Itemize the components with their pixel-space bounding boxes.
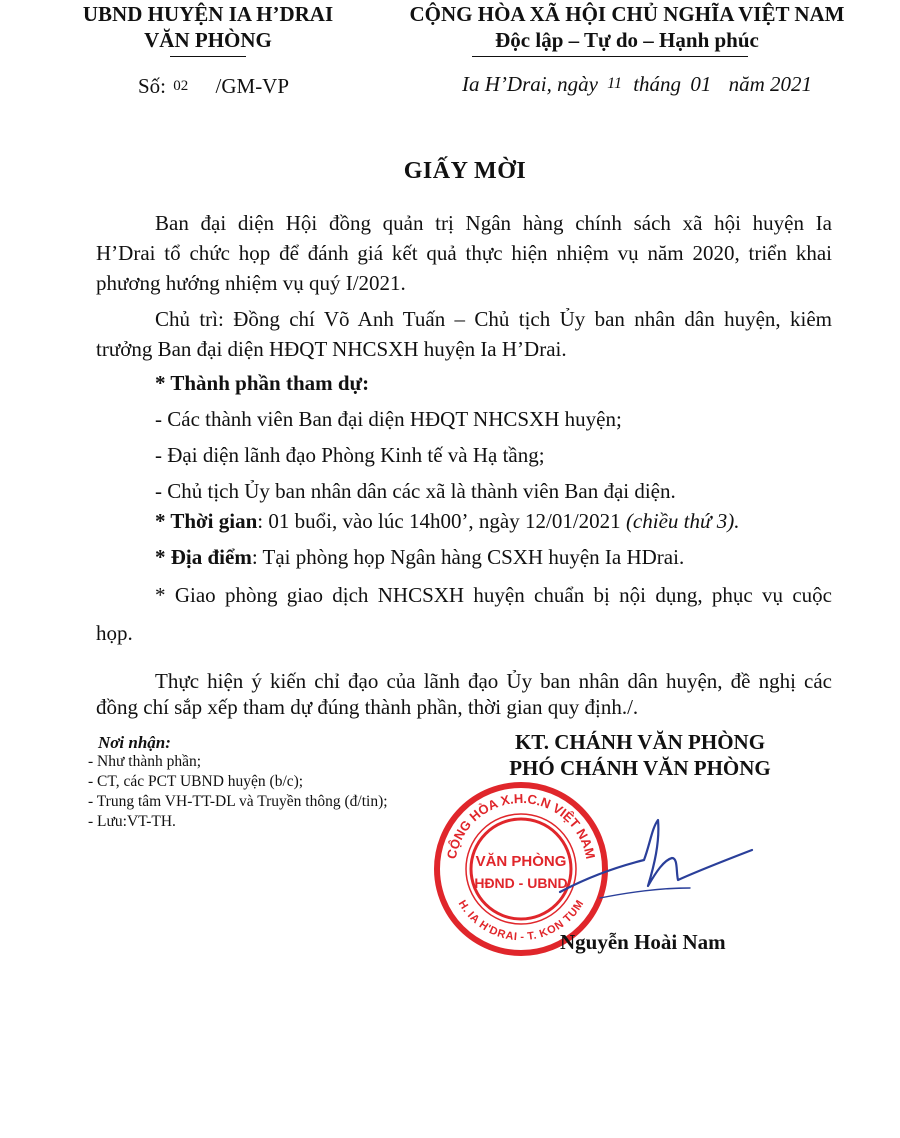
document-number <box>138 74 289 99</box>
para2-line1: Chủ trì: Đồng chí Võ Anh Tuấn – Chủ tịch Ủy ban nhân dân huyện, kiêm <box>155 307 832 331</box>
time-note: (chiều thứ 3). <box>625 509 740 533</box>
participants-heading: * Thành phần tham dự: <box>155 371 370 395</box>
seal-center-line2: HĐND - UBND <box>474 875 568 891</box>
seal-ring-text-bottom: H. IA H'DRAI - T. KON TUM <box>455 898 587 944</box>
signer-title-line2: PHÓ CHÁNH VĂN PHÒNG <box>509 756 771 780</box>
date-year: năm 2021 <box>728 72 812 96</box>
seal-center-line1: VĂN PHÒNG <box>475 853 567 870</box>
nation-motto: Độc lập – Tự do – Hạnh phúc <box>495 28 759 52</box>
document-title: GIẤY MỜI <box>403 158 527 184</box>
doc-no-prefix: Số: <box>138 74 167 98</box>
nation-title: CỘNG HÒA XÃ HỘI CHỦ NGHĨA VIỆT NAM <box>409 2 845 26</box>
date-day: 11 <box>607 75 622 92</box>
place-label: * Địa điểm <box>155 545 252 569</box>
seal-ring-text: CỘNG HÒA X.H.C.N VIỆT NAM <box>443 790 599 861</box>
recipient-item: - CT, các PCT UBND huyện (b/c); <box>88 773 304 790</box>
recipient-item: - Lưu:VT-TH. <box>88 813 176 830</box>
para1-line3: phương hướng nhiệm vụ quý I/2021. <box>96 271 406 295</box>
org-name-line2: VĂN PHÒNG <box>144 28 272 52</box>
place-value: : Tại phòng họp Ngân hàng CSXH huyện Ia HDrai. <box>251 545 685 569</box>
para2-line2: trưởng Ban đại diện HĐQT NHCSXH huyện Ia H’Drai. <box>96 337 567 361</box>
meeting-time <box>96 506 832 536</box>
doc-no-suffix: /GM-VP <box>215 74 290 98</box>
time-value: : 01 buổi, vào lúc 14h00’, ngày 12/01/2021 <box>257 509 626 533</box>
recipient-item: - Trung tâm VH-TT-DL và Truyền thông (đ/tin); <box>88 793 388 810</box>
signer-title-line1: KT. CHÁNH VĂN PHÒNG <box>514 730 766 754</box>
participant-item: - Đại diện lãnh đạo Phòng Kinh tế và Hạ tầng; <box>155 443 545 467</box>
handwritten-signature <box>540 800 760 920</box>
meeting-place <box>96 542 832 572</box>
motto-underline <box>472 56 748 57</box>
participant-item: - Các thành viên Ban đại diện HĐQT NHCSXH huyện; <box>155 407 622 431</box>
assignment-line1: * Giao phòng giao dịch NHCSXH huyện chuẩn bị nội dụng, phục vụ cuộc <box>155 583 832 607</box>
date-month: 01 <box>690 72 712 96</box>
para1-line1: Ban đại diện Hội đồng quản trị Ngân hàng chính sách xã hội huyện Ia <box>155 211 832 235</box>
org-name-line1: UBND HUYỆN IA H’DRAI <box>82 2 334 26</box>
document-date <box>462 72 812 97</box>
closing-line2: đồng chí sắp xếp tham dự đúng thành phần, thời gian quy định./. <box>96 695 639 719</box>
recipients-heading: Nơi nhận: <box>98 733 171 752</box>
doc-no-value: 02 <box>173 78 189 94</box>
recipient-item: - Như thành phần; <box>88 753 202 770</box>
org-underline <box>170 56 246 57</box>
signer-name: Nguyễn Hoài Nam <box>560 930 726 954</box>
participant-item: - Chủ tịch Ủy ban nhân dân các xã là thành viên Ban đại diện. <box>155 479 676 503</box>
time-label: * Thời gian <box>155 509 258 533</box>
date-place: Ia H’Drai, ngày <box>462 72 598 96</box>
assignment-line2: họp. <box>96 621 133 645</box>
closing-line1: Thực hiện ý kiến chỉ đạo của lãnh đạo Ủy ban nhân dân huyện, đề nghị các <box>155 669 832 693</box>
para1-line2: H’Drai tổ chức họp để đánh giá kết quả thực hiện nhiệm vụ năm 2020, triển khai <box>96 241 832 265</box>
date-month-label: tháng <box>633 72 682 96</box>
